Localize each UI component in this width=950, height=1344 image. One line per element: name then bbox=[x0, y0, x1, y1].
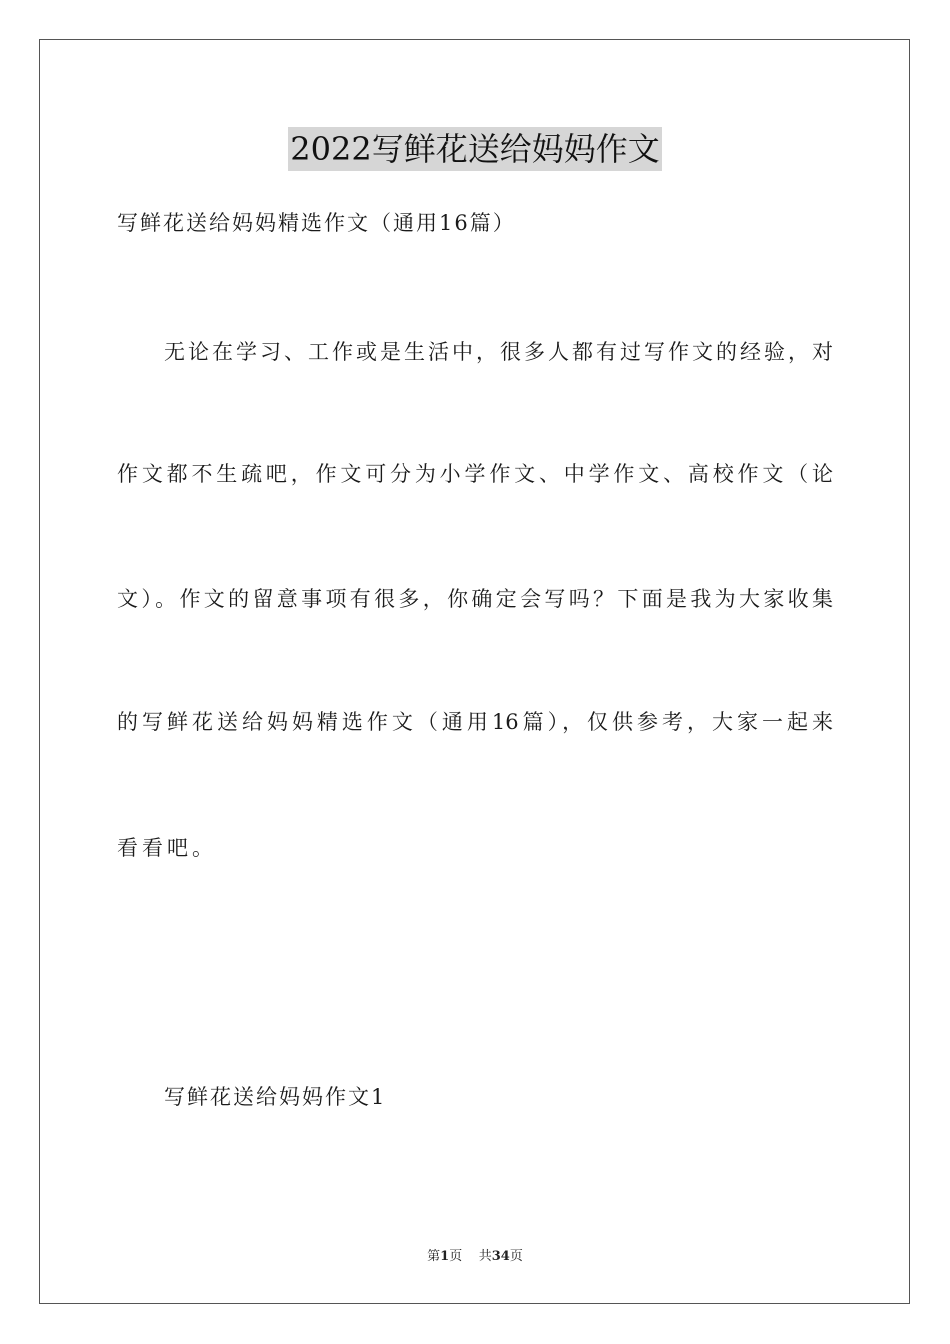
footer-page-prefix: 第 bbox=[427, 1249, 441, 1264]
intro-line-2: 作文都不生疏吧，作文可分为小学作文、中学作文、高校作文（论 bbox=[117, 462, 833, 486]
document-title: 2022写鲜花送给妈妈作文 bbox=[288, 127, 661, 171]
footer-total-suffix: 页 bbox=[509, 1249, 523, 1264]
intro-line-4: 的写鲜花送给妈妈精选作文（通用16篇），仅供参考，大家一起来 bbox=[117, 710, 833, 734]
title-container bbox=[0, 127, 950, 171]
footer-total-pages: 34 bbox=[491, 1249, 510, 1264]
footer-total-prefix: 共 bbox=[478, 1249, 492, 1264]
intro-line-1: 无论在学习、工作或是生活中，很多人都有过写作文的经验，对 bbox=[164, 340, 833, 364]
document-subtitle: 写鲜花送给妈妈精选作文（通用16篇） bbox=[117, 211, 516, 235]
section-heading: 写鲜花送给妈妈作文1 bbox=[164, 1085, 387, 1109]
intro-line-5: 看看吧。 bbox=[117, 836, 217, 860]
footer-page-number: 1 bbox=[440, 1249, 450, 1264]
page-footer bbox=[0, 1248, 950, 1266]
footer-page-suffix: 页 bbox=[449, 1249, 463, 1264]
intro-line-3: 文）。作文的留意事项有很多，你确定会写吗？下面是我为大家收集 bbox=[117, 587, 833, 611]
